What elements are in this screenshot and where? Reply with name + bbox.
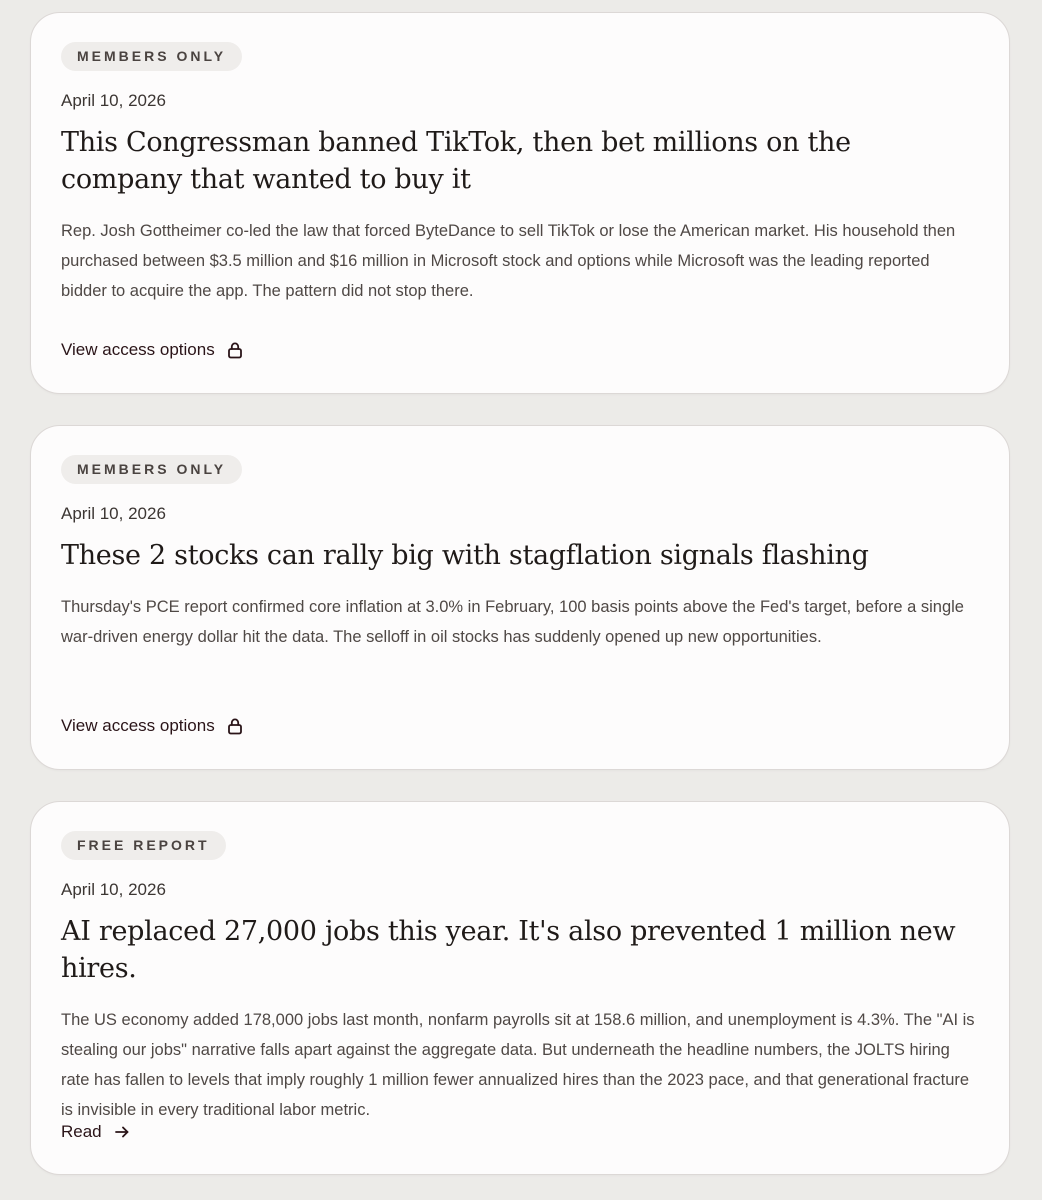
article-excerpt: Thursday's PCE report confirmed core inflation at 3.0% in February, 100 basis points above the Fed's target, before a single war-driven energy dollar hit the data. The selloff in oil stocks has suddenly opened up new opportunities. <box>61 598 964 646</box>
lock-icon <box>226 717 244 735</box>
article-title[interactable]: These 2 stocks can rally big with stagflation signals flashing <box>61 540 869 571</box>
read-link[interactable] <box>61 1122 131 1142</box>
cta-label: View access options <box>61 340 215 359</box>
free-report-badge: FREE REPORT <box>61 831 226 860</box>
article-card[interactable] <box>30 801 1010 1175</box>
lock-icon <box>226 341 244 359</box>
article-card[interactable] <box>30 425 1010 770</box>
view-access-options-link[interactable] <box>61 340 244 360</box>
article-date: April 10, 2026 <box>61 91 166 110</box>
article-date: April 10, 2026 <box>61 880 166 899</box>
members-only-badge: MEMBERS ONLY <box>61 455 242 484</box>
article-date: April 10, 2026 <box>61 504 166 523</box>
article-excerpt: Rep. Josh Gottheimer co-led the law that forced ByteDance to sell TikTok or lose the American market. His household then purchased between $3.5 million and $16 million in Microsoft stock and options while Microsoft was the leading reported bidder to acquire the app. The pattern did not stop there. <box>61 222 956 300</box>
article-excerpt: The US economy added 178,000 jobs last month, nonfarm payrolls sit at 158.6 million, and unemployment is 4.3%. The "AI is stealing our jobs" narrative falls apart against the aggregate data. But underneath the headline numbers, the JOLTS hiring rate has fallen to levels that imply roughly 1 million fewer annualized hires than the 2023 pace, and that generational fracture is invisible in every traditional labor metric. <box>61 1011 975 1119</box>
view-access-options-link[interactable] <box>61 716 244 736</box>
cta-label: Read <box>61 1122 102 1141</box>
cta-label: View access options <box>61 716 215 735</box>
members-only-badge: MEMBERS ONLY <box>61 42 242 71</box>
article-card[interactable] <box>30 12 1010 394</box>
article-title[interactable]: This Congressman banned TikTok, then bet millions on the company that wanted to buy it <box>61 127 851 195</box>
article-title[interactable]: AI replaced 27,000 jobs this year. It's also prevented 1 million new hires. <box>61 916 956 984</box>
arrow-right-icon <box>113 1123 131 1141</box>
